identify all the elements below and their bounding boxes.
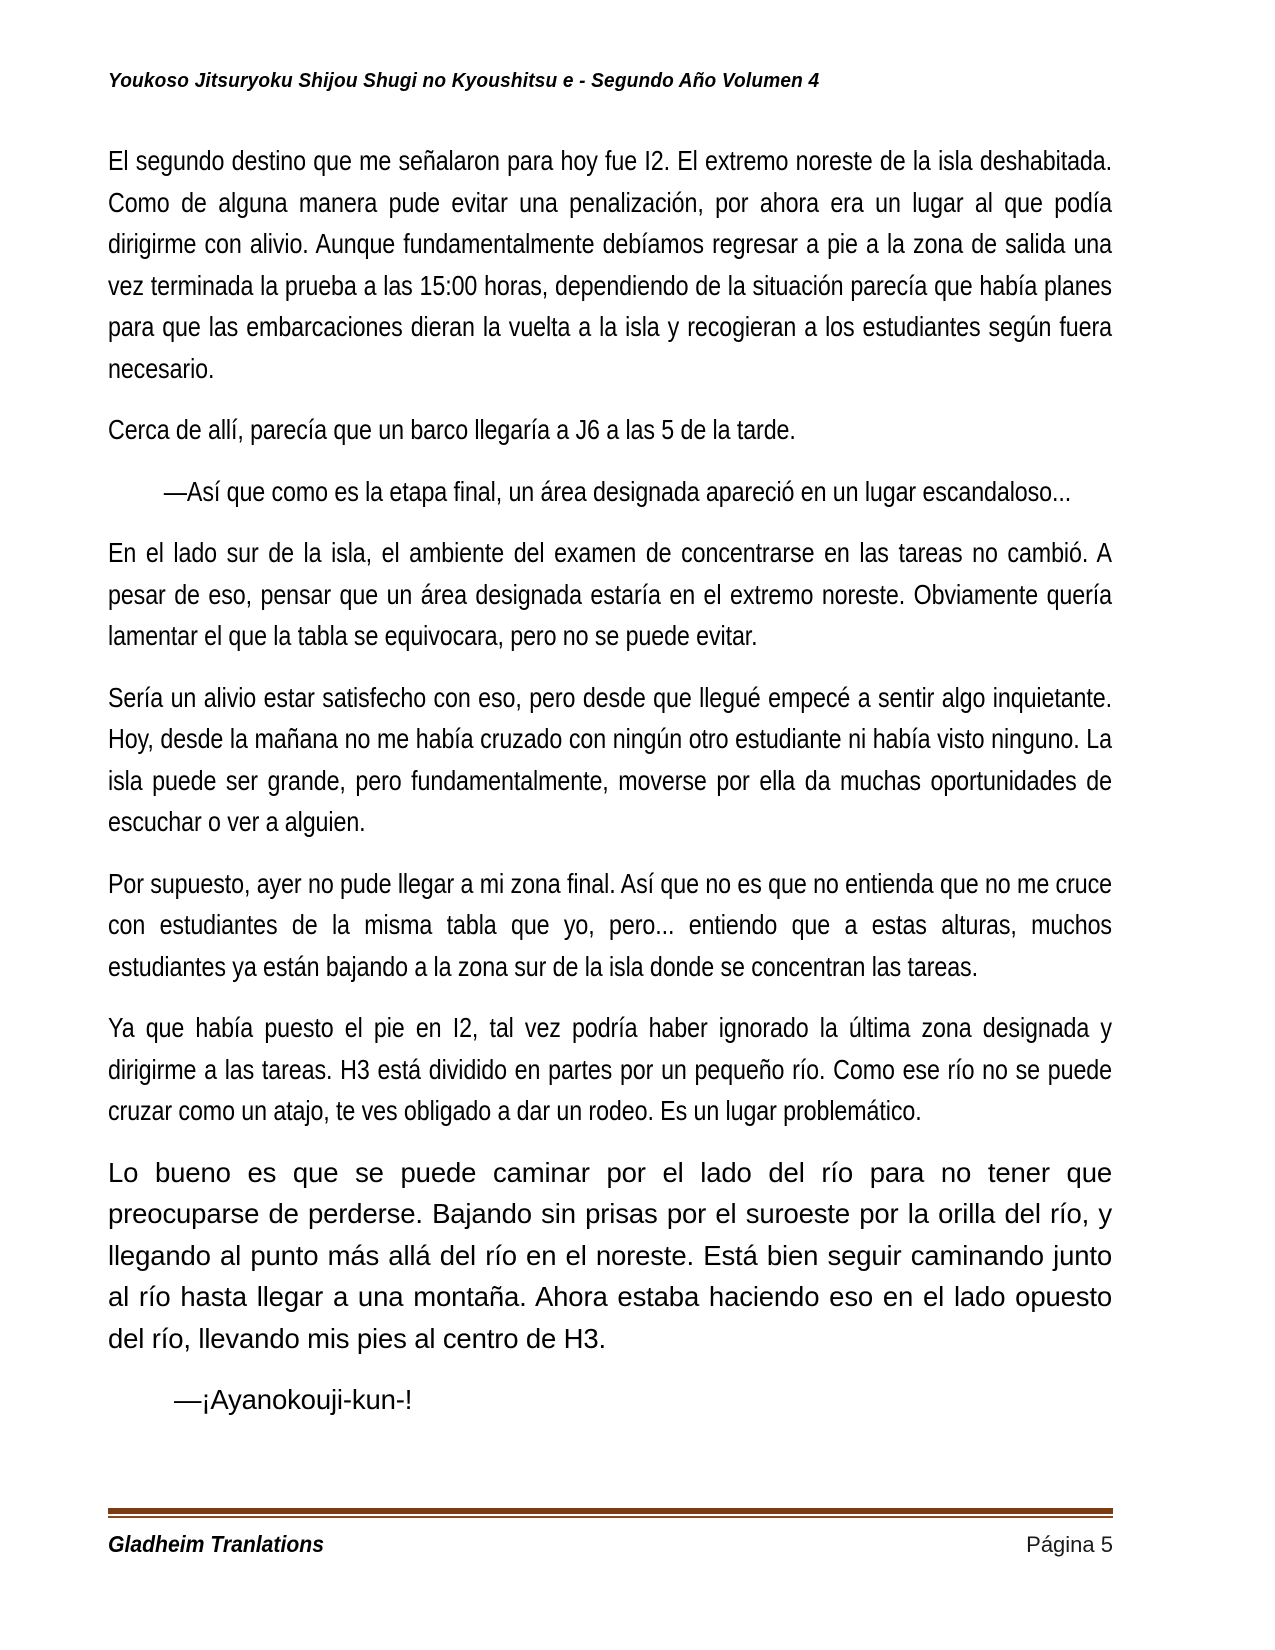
body-paragraph: Sería un alivio estar satisfecho con eso, pero desde que llegué empecé a sentir algo inquietante. Hoy, desde la mañana no me había cruzado con ningún otro estudiante ni había visto ninguno. La isla puede ser grande, pero fundamentalmente, moverse por ella da muchas oportunidades de escuchar o ver a alguien. [108, 681, 1112, 837]
body-paragraph: El segundo destino que me señalaron para hoy fue I2. El extremo noreste de la isla deshabitada. Como de alguna manera pude evitar una penalización, por ahora era un lugar al que podía dirigirme con alivio. Aunque fundamentalmente debíamos regresar a pie a la zona de salida una vez terminada la prueba a las 15:00 horas, dependiendo de la situación parecía que había planes para que las embarcaciones dieran la vuelta a la isla y recogieran a los estudiantes según fuera necesario. [108, 145, 1112, 384]
footer-page-number: Página 5 [1026, 1532, 1113, 1557]
footer-divider-thin [108, 1516, 1113, 1518]
footer-row [108, 1531, 1113, 1558]
body-paragraph: Cerca de allí, parecía que un barco llegaría a J6 a las 5 de la tarde. [108, 414, 796, 445]
dialogue-paragraph: —¡Ayanokouji-kun-! [174, 1384, 413, 1415]
dialogue-paragraph: —Así que como es la etapa final, un área designada apareció en un lugar escandaloso... [163, 475, 1072, 507]
footer-translator-credit: Gladheim Tranlations [108, 1531, 324, 1557]
body-paragraph: En el lado sur de la isla, el ambiente del examen de concentrarse en las tareas no cambió. A pesar de eso, pensar que un área designada estaría en el extremo noreste. Obviamente quería lamentar el que la tabla se equivocara, pero no se puede evitar. [108, 537, 1112, 651]
header-title: Youkoso Jitsuryoku Shijou Shugi no Kyoushitsu e - Segundo Año Volumen 4 [108, 69, 820, 92]
body-paragraph: Por supuesto, ayer no pude llegar a mi zona final. Así que no es que no entienda que no me cruce con estudiantes de la misma tabla que yo, pero... entiendo que a estas alturas, muchos estudiantes ya están bajando a la zona sur de la isla donde se concentran las tareas. [108, 867, 1112, 982]
document-body [108, 140, 1112, 1421]
page-header [108, 70, 1113, 93]
body-paragraph: Lo bueno es que se puede caminar por el lado del río para no tener que preocuparse de perderse. Bajando sin prisas por el suroeste por la orilla del río, y llegando al punto más allá del río en el noreste. Está bien seguir caminando junto al río hasta llegar a una montaña. Ahora estaba haciendo eso en el lado opuesto del río, llevando mis pies al centro de H3. [108, 1156, 1112, 1354]
body-paragraph: Ya que había puesto el pie en I2, tal vez podría haber ignorado la última zona designada y dirigirme a las tareas. H3 está dividido en partes por un pequeño río. Como ese río no se puede cruzar como un atajo, te ves obligado a dar un rodeo. Es un lugar problemático. [108, 1012, 1112, 1126]
page-footer [108, 1508, 1113, 1558]
